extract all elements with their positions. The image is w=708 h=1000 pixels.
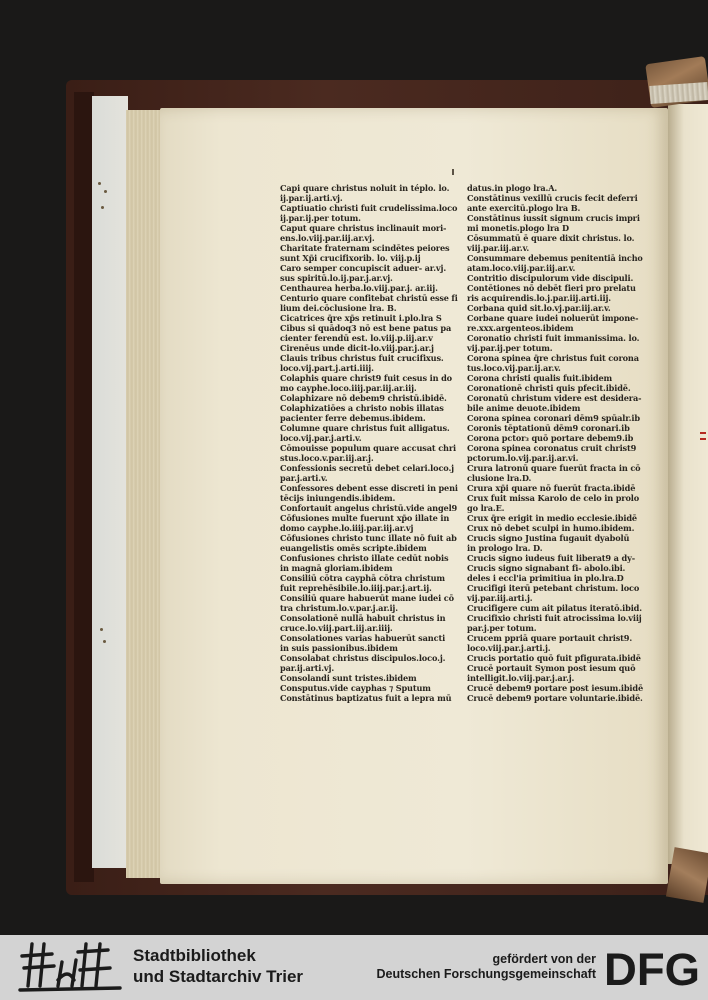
text-line: cienter ferendū est. lo.viij.p.iij.ar.v (280, 333, 433, 343)
text-line: par.ij.arti.vj. (280, 663, 335, 673)
text-line: tus.loco.vij.par.ij.ar.v. (467, 363, 561, 373)
text-line: Cōmouisse populum quare accusat chri (280, 443, 456, 453)
text-line: ij.par.ij.arti.vj. (280, 193, 343, 203)
text-line: Charitate fraternam scindētes peiores (280, 243, 450, 253)
text-line: Caput quare christus inclinauit mori- (280, 223, 447, 233)
text-line: Crux q̄re erigit in medio ecclesie.ibidē (467, 513, 637, 523)
text-line: Crura xp̄i quare nō fuerūt fracta.ibidē (467, 483, 636, 493)
ink-mark (452, 169, 454, 175)
text-line: Consputus.vide cayphas ⁊ Sputum (280, 683, 431, 693)
text-line: Crux nō debet sculpi in humo.ibidem. (467, 523, 635, 533)
funding-line-2: Deutschen Forschungsgemeinschaft (376, 967, 596, 981)
text-line: sus spiritū.lo.ij.par.j.ar.vj. (280, 273, 393, 283)
text-line: mo cayphe.loco.iiij.par.iij.ar.iij. (280, 383, 417, 393)
text-line: vij.par.ij.per totum. (467, 343, 553, 353)
text-line: Crucis portatio quō fuit pfigurata.ibidē (467, 653, 641, 663)
text-line: Crucem ppriā quare portauit christ9. (467, 633, 633, 643)
text-line: Colaphizatiōes a christo nobis illatas (280, 403, 444, 413)
text-line: Crucē debem9 portare post iesum.ibidē (467, 683, 644, 693)
text-line: Consolationes varias habuerūt sancti (280, 633, 446, 643)
dfg-logo-text: DFG (604, 947, 700, 989)
right-text-column (467, 183, 643, 703)
text-line: loco.vij.part.j.arti.iiij. (280, 363, 374, 373)
text-line: Captiuatio christi fuit crudelissima.loco (280, 203, 458, 213)
left-text-column (280, 183, 458, 703)
text-line: tēcijs iniungendis.ibidem. (280, 493, 396, 503)
text-line: cruce.lo.viij.part.iij.ar.iiij. (280, 623, 393, 633)
text-line: Cibus si quādoq3 nō est bene patus pa (280, 323, 452, 333)
text-line: ens.lo.viij.par.iij.ar.vj. (280, 233, 375, 243)
text-line: lium dei.cōclusione lra. B. (280, 303, 397, 313)
text-line: bile anime deuote.ibidem (467, 403, 581, 413)
text-line: Corona spinea coronatus cruit christ9 (467, 443, 637, 453)
text-line: Crucis signo Justina fugauit dyabolū (467, 533, 630, 543)
text-line: go lra.E. (467, 503, 505, 513)
text-line: clusione lra.D. (467, 473, 532, 483)
text-line: deles i eccl'ia primitiua in plo.lra.D (467, 573, 624, 583)
text-line: pacienter ferre debemus.ibidem. (280, 413, 426, 423)
binding-dot (98, 182, 101, 185)
binding-dot (100, 628, 103, 631)
text-line: Crucis signo signabant fi- abolo.ibi. (467, 563, 626, 573)
text-line: Crura latronū quare fuerūt fracta in cō (467, 463, 641, 473)
text-line: Confessionis secretū debet celari.loco.j (280, 463, 454, 473)
text-line: ris acquirendis.lo.j.par.iij.arti.iij. (467, 293, 611, 303)
text-line: tra christum.lo.v.par.j.ar.ij. (280, 603, 398, 613)
text-line: intelligit.lo.viij.par.j.ar.j. (467, 673, 575, 683)
trier-library-logo-icon (18, 940, 122, 996)
text-line: loco.vij.par.j.arti.v. (280, 433, 362, 443)
binding-dot (101, 206, 104, 209)
text-line: Contritio discipulorum vide discipuli. (467, 273, 634, 283)
institution-line-1: Stadtbibliothek (133, 946, 256, 965)
text-line: stus.loco.v.par.iij.ar.j. (280, 453, 374, 463)
text-line: Crucē debem9 portare voluntarie.ibidē. (467, 693, 643, 703)
text-line: in suis passionibus.ibidem (280, 643, 398, 653)
binding-edge (74, 92, 94, 882)
text-line: pctorum.lo.vij.par.ij.ar.vi. (467, 453, 579, 463)
text-line: Corona spinea q̄re christus fuit corona (467, 353, 639, 363)
text-line: ij.par.ij.per totum. (280, 213, 361, 223)
text-line: Crucē portauit Symon post iesum quō (467, 663, 636, 673)
text-line: Constātinus baptizatus fuit a lepra mū (280, 693, 452, 703)
text-line: Cōsummatū ē quare dixit christus. lo. (467, 233, 635, 243)
dfg-logo-icon (604, 947, 700, 989)
text-line: datus.in plogo lra.A. (467, 183, 558, 193)
text-line: Crucifixio christi fuit atrocissima lo.viij (467, 613, 642, 623)
text-line: domo cayphe.lo.iiij.par.iij.ar.vj (280, 523, 414, 533)
institution-name (133, 945, 303, 987)
text-line: in magnā gloriam.ibidem (280, 563, 393, 573)
text-line: Coronatū christum videre est desidera- (467, 393, 642, 403)
text-line: Coronationē christi quis pfecit.ibidē. (467, 383, 631, 393)
text-line: euangelistis omēs scripte.ibidem (280, 543, 427, 553)
text-line: Consolandi sunt tristes.ibidem (280, 673, 417, 683)
text-line: sunt Xp̄i crucifixorib. lo. viij.p.ij (280, 253, 421, 263)
text-line: Crucis signo iudeus fuit liberat9 a dy- (467, 553, 635, 563)
text-line: Columne quare christus fuit alligatus. (280, 423, 450, 433)
text-line: Corona spinea coronari dēm9 spūalr.ib (467, 413, 640, 423)
red-mark (700, 438, 706, 440)
text-line: ante exercitū.plogo lra B. (467, 203, 581, 213)
clasp-bottom (666, 847, 708, 903)
text-line: Coronis tēptationū dēm9 coronari.ib (467, 423, 630, 433)
pastedown-sheet (92, 96, 128, 868)
text-line: loco.viij.par.j.arti.j. (467, 643, 551, 653)
text-line: Consolabat christus discipulos.loco.j. (280, 653, 446, 663)
text-line: Cōfusiones multe fuerunt xp̄o illate in (280, 513, 450, 523)
facing-page-edge (668, 104, 708, 864)
text-line: Capi quare christus noluit in téplo. lo. (280, 183, 450, 193)
text-line: Cicatrices q̄re xp̄s retinuit i.plo.lra S (280, 313, 442, 323)
text-line: Consummare debemus penitentiā incho (467, 253, 643, 263)
funding-notice (377, 952, 597, 982)
text-line: viij.par.iij.ar.v. (467, 243, 530, 253)
institution-line-2: und Stadtarchiv Trier (133, 967, 304, 986)
text-line: par.j.per totum. (467, 623, 537, 633)
text-line: Colaphizare nō debem9 christū.ibidē. (280, 393, 447, 403)
binding-dot (103, 640, 106, 643)
text-line: in prologo lra. D. (467, 543, 543, 553)
text-line: Constātinus vexillū crucis fecit deferri (467, 193, 638, 203)
binding-dot (104, 190, 107, 193)
funding-line-1: gefördert von der (492, 952, 596, 966)
text-line: Centurio quare confitebat christū esse fi (280, 293, 458, 303)
red-mark (700, 432, 706, 434)
text-line: Coronatio christi fuit immanissima. lo. (467, 333, 640, 343)
text-line: Crux fuit missa Karolo de celo in prolo (467, 493, 640, 503)
text-line: Confortauit angelus christū.vide angel9 (280, 503, 458, 513)
text-line: Confusiones christo illate cedūt nobis (280, 553, 449, 563)
text-line: Centhaurea herba.lo.viij.par.j. ar.iij. (280, 283, 438, 293)
text-line: Crucifigere cum ait pilatus iteratō.ibid. (467, 603, 642, 613)
text-line: re.xxx.argenteos.ibidem (467, 323, 574, 333)
text-line: Cōfusiones christo tunc illate nō fuit ab (280, 533, 457, 543)
text-line: mi monetis.plogo lra D (467, 223, 569, 233)
text-line: vij.par.iij.arti.j. (467, 593, 533, 603)
text-line: Corbane quare iudei noluerūt impone- (467, 313, 639, 323)
text-line: Caro semper concupiscit aduer- ar.vj. (280, 263, 447, 273)
footer-banner (0, 935, 708, 1000)
text-line: Consolationē nullā habuit christus in (280, 613, 446, 623)
text-line: Crucifigi iterū petebant christum. loco (467, 583, 640, 593)
text-line: par.j.arti.v. (280, 473, 328, 483)
text-line: Corona christi qualis fuit.ibidem (467, 373, 613, 383)
text-line: atam.loco.viij.par.iij.ar.v. (467, 263, 576, 273)
text-line: Consiliū quare habuerūt mane iudei cō (280, 593, 454, 603)
text-line: Confessores debent esse discreti in peni (280, 483, 458, 493)
text-line: Corona pctor₃ quō portare debem9.ib (467, 433, 634, 443)
text-line: Contētiones nō debēt fieri pro prelatu (467, 283, 636, 293)
text-line: Corbana quid sit.lo.vj.par.iij.ar.v. (467, 303, 611, 313)
text-line: fuit reprehēsibile.lo.iiij.par.j.art.ij. (280, 583, 432, 593)
text-line: Consiliū cōtra cayphā cōtra christum (280, 573, 445, 583)
text-line: Clauis tribus christus fuit crucifixus. (280, 353, 444, 363)
text-line: Colaphis quare christ9 fuit cesus in do (280, 373, 452, 383)
text-line: Cirenēus unde dicit-lo.viij.par.j.ar.j (280, 343, 434, 353)
text-line: Constātinus iussit signum crucis impri (467, 213, 640, 223)
